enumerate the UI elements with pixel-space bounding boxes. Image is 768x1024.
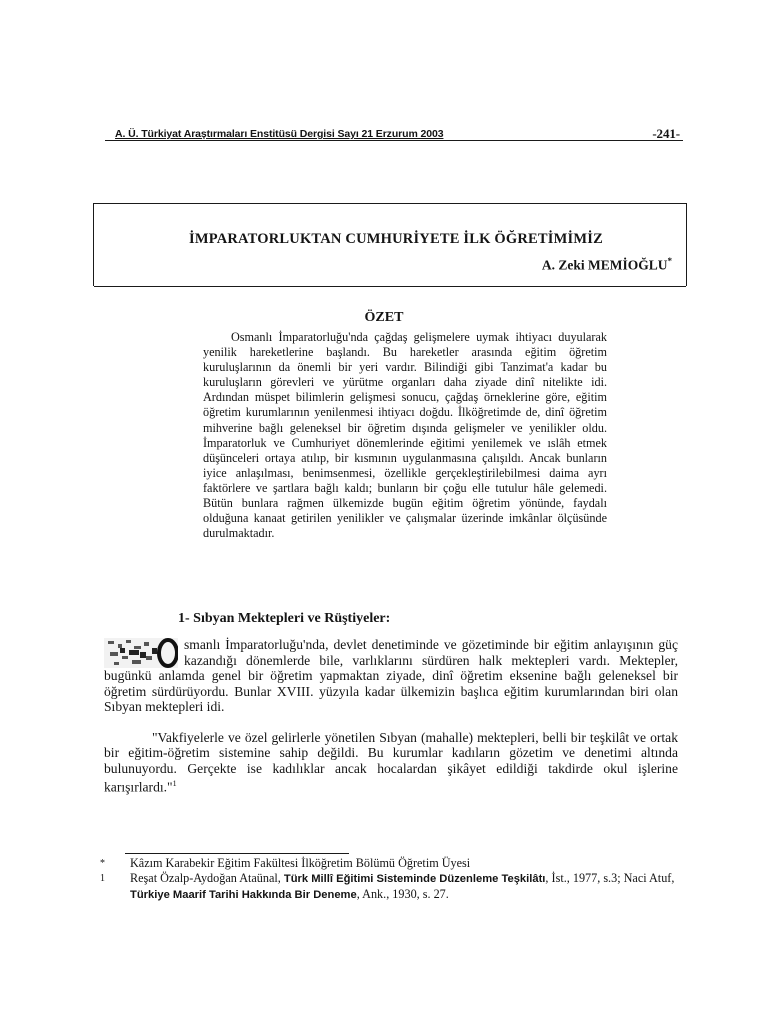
paragraph-2-container (104, 730, 678, 796)
section-heading: 1- Sıbyan Mektepleri ve Rüştiyeler: (178, 611, 391, 626)
footnote-text-post: , Ank., 1930, s. 27. (356, 887, 449, 902)
abstract-heading: ÖZET (364, 310, 404, 325)
footnote-rule (125, 853, 349, 854)
author-line (542, 256, 672, 274)
author-footnote-mark: * (667, 256, 672, 266)
footnote-author (100, 856, 680, 871)
footnote-1 (100, 871, 680, 903)
author-name: A. Zeki MEMİOĞLU (541, 257, 668, 273)
footnote-mark: * (100, 858, 105, 869)
journal-citation: A. Ü. Türkiyat Araştırmaları Enstitüsü Dergisi Sayı 21 Erzurum 2003 (115, 128, 444, 140)
title-box (93, 203, 687, 286)
footnote-text: Kâzım Karabekir Eğitim Fakültesi İlköğretim Bölümü Öğretim Üyesi (130, 856, 471, 870)
abstract-text: Osmanlı İmparatorluğu'nda çağdaş gelişmelere uymak ihtiyacı duyularak yenilik hareketlerine başlandı. Bu hareketler arasında eğitim öğretim kuruluşlarının da önemli bir yeri vardır. Bilindiği gibi Tanzimat'a kadar bu kuruluşların görevleri ve yürütme organları daha ziyade dinî nitelikte idi. Ardından müspet bilimlerin gelişmesi sonucu, çağdaş örneklerine göre, eğitim öğretim kurumlarının yenilenmesi ihtiyacı doğdu. İlköğretimde de, dinî öğretim mihverine bağlı geleneksel bir öğretim dışında gelişmeler ve yenilikler oldu. İmparatorluk ve Cumhuriyet dönemlerinde eğitimi yenilemek ve ıslâh etmek düşünceleri ortaya atılıp, bir kısmının uygulanmasına çalışıldı. Ancak bunların iyice anlaşılması, benimsenmesi, özellikle gerçekleştirilebilmesi daima ayrı faktörlere ve şartlara bağlı kaldı; bunların bir çoğu elle tutulur hâle gelemedi. Bütün bunlara rağmen ülkemizde bugün eğitim öğretim yönünde, faydalı olduğuna kanaat getirilen yenilikler ve çalışmalar üzerinde imkânlar ölçüsünde durulmaktadır. (203, 330, 607, 541)
paragraph-2: "Vakfiyelerle ve özel gelirlerle yönetilen Sıbyan (mahalle) mektepleri, belli bir teşkilât ve ortak bir eğitim-öğretim sistemine sahip değildi. Bu kurumlar kadıların gözetim ve denetimi altında bulunuyordu. Gerçekte ise kadılıklar ancak hocalardan şikâyet edildiği takdirde okul işlerine karışırlardı." (104, 729, 678, 795)
footnote-book-title-2: Türkiye Maarif Tarihi Hakkında Bir Deneme (130, 889, 357, 902)
paragraph-1: smanlı İmparatorluğu'nda, devlet denetiminde ve gözetiminde bir eğitim anlayışının güç kazandığı dönemlerde bile, varlıklarını sürdüren halk mektepleri vardı. Mektepler, bugünkü anlamda genel bir öğretim yapmaktan ziyade, dinî öğretim eksenine bağlı geleneksel bir öğretim sürdürüyordu. Bunlar XVIII. yüzyıla kadar ülkemizin başlıca eğitim kurumlarından biri olan Sıbyan mektepleri idi. (104, 637, 678, 714)
header-rule (105, 140, 683, 141)
footnote-text-pre: Reşat Özalp-Aydoğan Ataünal, (130, 871, 284, 886)
decorative-initial-o (104, 638, 178, 668)
page-number: -241- (652, 126, 680, 141)
body-text (104, 637, 678, 795)
footnote-book-title-1: Türk Millî Eğitimi Sisteminde Düzenleme Teşkilâtı (283, 873, 546, 886)
footnote-ref-1: 1 (172, 779, 177, 788)
footnotes (100, 856, 680, 904)
article-title: İMPARATORLUKTAN CUMHURİYETE İLK ÖĞRETİMİMİZ (189, 231, 603, 247)
footnote-mark: 1 (100, 873, 105, 885)
footnote-text-mid: , İst., 1977, s.3; Naci Atuf, (545, 871, 675, 886)
title-box-rule (94, 286, 686, 287)
